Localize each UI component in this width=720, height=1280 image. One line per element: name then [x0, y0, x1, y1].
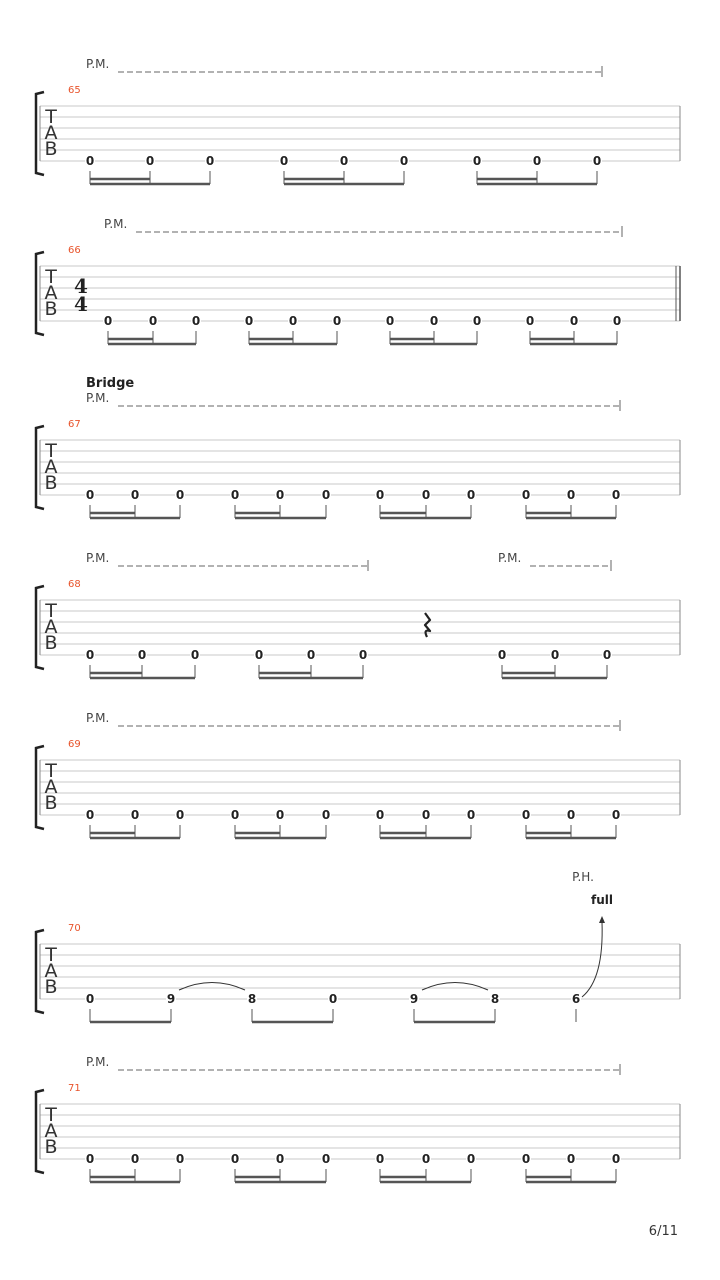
fret-number: 0 — [421, 808, 431, 822]
fret-number: 0 — [275, 808, 285, 822]
fret-number: 0 — [321, 808, 331, 822]
tab-clef-letter: T — [45, 760, 57, 782]
fret-number: 0 — [602, 648, 612, 662]
tab-system — [36, 376, 680, 518]
fret-number: 0 — [85, 808, 95, 822]
tab-clef-letter: T — [45, 440, 57, 462]
fret-number: 0 — [279, 154, 289, 168]
tab-system — [36, 551, 680, 678]
slur — [179, 983, 245, 991]
fret-number: 0 — [145, 154, 155, 168]
fret-number: 0 — [566, 1152, 576, 1166]
palm-mute-label: P.M. — [86, 1055, 110, 1069]
fret-number: 6 — [571, 992, 581, 1006]
tab-system — [36, 870, 680, 1022]
tab-clef-letter: B — [44, 138, 58, 160]
tab-clef-letter: A — [44, 616, 58, 638]
slur — [422, 983, 488, 991]
palm-mute-label: P.M. — [86, 551, 110, 565]
fret-number: 0 — [175, 488, 185, 502]
tab-system — [36, 711, 680, 838]
fret-number: 0 — [421, 488, 431, 502]
fret-number: 0 — [566, 488, 576, 502]
palm-mute-label: P.M. — [104, 217, 128, 231]
fret-number: 0 — [466, 808, 476, 822]
fret-number: 0 — [85, 992, 95, 1006]
fret-number: 0 — [592, 154, 602, 168]
fret-number: 0 — [375, 488, 385, 502]
measure-number: 71 — [68, 1083, 81, 1094]
fret-number: 0 — [421, 1152, 431, 1166]
fret-number: 0 — [85, 648, 95, 662]
fret-number: 0 — [521, 488, 531, 502]
tab-clef-letter: B — [44, 1136, 58, 1158]
tab-clef-letter: B — [44, 632, 58, 654]
measure-number: 68 — [68, 579, 81, 590]
fret-number: 0 — [85, 1152, 95, 1166]
fret-number: 0 — [230, 488, 240, 502]
fret-number: 0 — [612, 314, 622, 328]
fret-number: 0 — [521, 1152, 531, 1166]
tab-clef-letter: A — [44, 960, 58, 982]
fret-number: 0 — [175, 1152, 185, 1166]
fret-number: 0 — [611, 488, 621, 502]
tab-system — [36, 217, 680, 344]
fret-number: 0 — [230, 1152, 240, 1166]
bend-amount-label: full — [591, 893, 613, 907]
fret-number: 0 — [137, 648, 147, 662]
page-indicator: 6/11 — [648, 1224, 678, 1239]
fret-number: 0 — [339, 154, 349, 168]
fret-number: 0 — [244, 314, 254, 328]
fret-number: 0 — [321, 1152, 331, 1166]
time-signature-bottom: 4 — [74, 292, 88, 316]
fret-number: 0 — [175, 808, 185, 822]
tab-clef-letter: B — [44, 472, 58, 494]
fret-number: 0 — [611, 1152, 621, 1166]
bend-curve — [582, 922, 602, 997]
bend-arrowhead — [599, 916, 605, 923]
fret-number: 0 — [385, 314, 395, 328]
fret-number: 0 — [191, 314, 201, 328]
fret-number: 0 — [85, 488, 95, 502]
fret-number: 0 — [205, 154, 215, 168]
tab-clef-letter: T — [45, 944, 57, 966]
palm-mute-label: P.M. — [86, 711, 110, 725]
fret-number: 0 — [466, 488, 476, 502]
tab-clef-letter: B — [44, 976, 58, 998]
fret-number: 0 — [190, 648, 200, 662]
fret-number: 0 — [230, 808, 240, 822]
tab-clef-letter: T — [45, 266, 57, 288]
fret-number: 0 — [521, 808, 531, 822]
tab-clef-letter: T — [45, 106, 57, 128]
fret-number: 0 — [321, 488, 331, 502]
fret-number: 0 — [130, 1152, 140, 1166]
measure-number: 66 — [68, 245, 81, 256]
palm-mute-label: P.M. — [86, 57, 110, 71]
tab-clef-letter: T — [45, 600, 57, 622]
fret-number: 0 — [550, 648, 560, 662]
tab-clef-letter: A — [44, 456, 58, 478]
palm-mute-label: P.M. — [86, 391, 110, 405]
fret-number: 0 — [375, 1152, 385, 1166]
tab-clef-letter: B — [44, 792, 58, 814]
fret-number: 0 — [532, 154, 542, 168]
fret-number: 0 — [429, 314, 439, 328]
fret-number: 9 — [166, 992, 176, 1006]
fret-number: 0 — [472, 154, 482, 168]
time-signature-top: 4 — [74, 274, 88, 298]
tab-clef-letter: T — [45, 1104, 57, 1126]
fret-number: 0 — [611, 808, 621, 822]
fret-number: 0 — [375, 808, 385, 822]
tab-clef-letter: A — [44, 122, 58, 144]
fret-number: 8 — [490, 992, 500, 1006]
fret-number: 0 — [275, 488, 285, 502]
fret-number: 0 — [148, 314, 158, 328]
fret-number: 0 — [472, 314, 482, 328]
fret-number: 0 — [306, 648, 316, 662]
measure-number: 65 — [68, 85, 81, 96]
measure-number: 67 — [68, 419, 81, 430]
fret-number: 0 — [358, 648, 368, 662]
fret-number: 0 — [332, 314, 342, 328]
fret-number: 0 — [275, 1152, 285, 1166]
tab-clef-letter: B — [44, 298, 58, 320]
fret-number: 0 — [497, 648, 507, 662]
fret-number: 0 — [130, 808, 140, 822]
fret-number: 9 — [409, 992, 419, 1006]
tab-clef-letter: A — [44, 776, 58, 798]
fret-number: 0 — [103, 314, 113, 328]
pinch-harmonic-label: P.H. — [572, 870, 594, 884]
fret-number: 0 — [466, 1152, 476, 1166]
palm-mute-label: P.M. — [498, 551, 522, 565]
fret-number: 0 — [525, 314, 535, 328]
measure-number: 69 — [68, 739, 81, 750]
fret-number: 0 — [566, 808, 576, 822]
fret-number: 8 — [247, 992, 257, 1006]
fret-number: 0 — [399, 154, 409, 168]
tab-clef-letter: A — [44, 282, 58, 304]
measure-number: 70 — [68, 923, 81, 934]
fret-number: 0 — [254, 648, 264, 662]
section-label: Bridge — [86, 376, 135, 391]
fret-number: 0 — [569, 314, 579, 328]
fret-number: 0 — [130, 488, 140, 502]
fret-number: 0 — [85, 154, 95, 168]
tab-system — [36, 57, 680, 184]
fret-number: 0 — [288, 314, 298, 328]
fret-number: 0 — [328, 992, 338, 1006]
tab-system — [36, 1055, 680, 1182]
tab-clef-letter: A — [44, 1120, 58, 1142]
